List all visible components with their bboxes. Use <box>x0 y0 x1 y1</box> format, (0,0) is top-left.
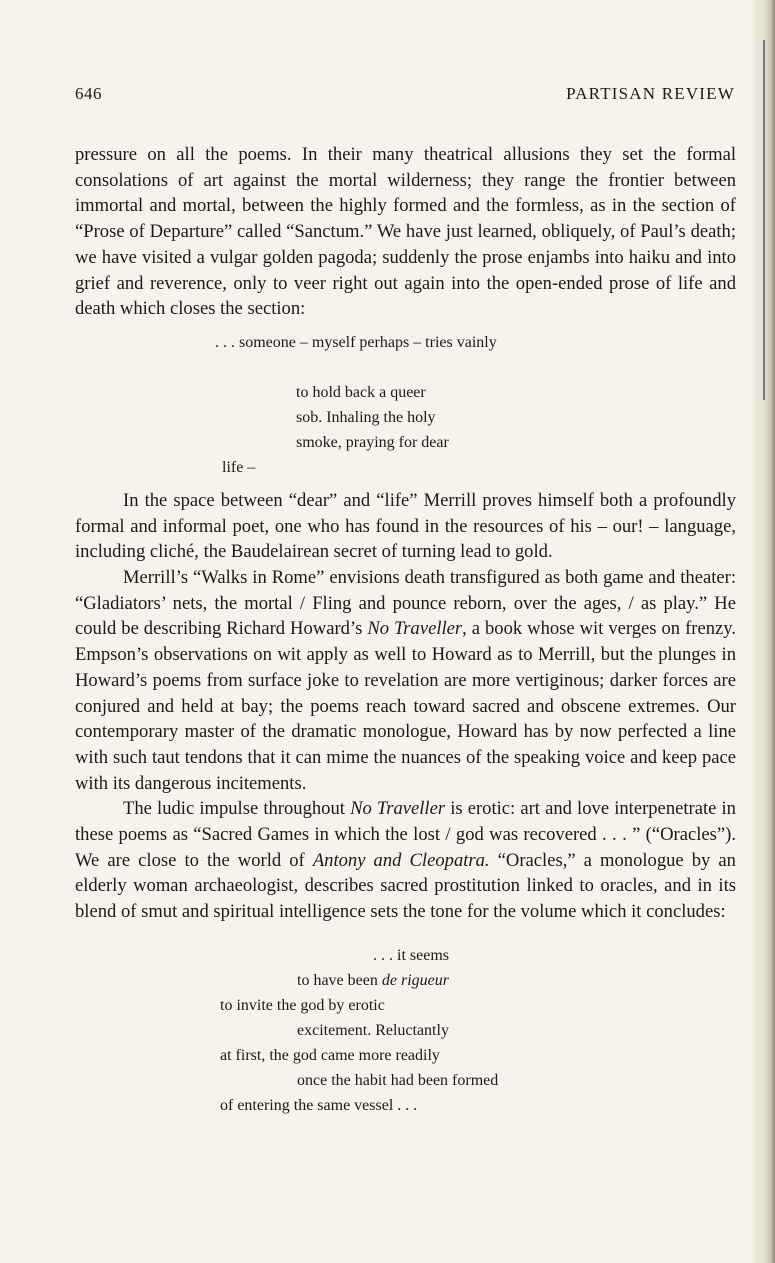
play-title: Antony and Cleopatra. <box>312 849 490 871</box>
article-body <box>75 142 736 1193</box>
para4-text-b: is erotic: art and love interpenetrate in these poems as “Sacred Games in which the lost / god was recovered . . . ” (“Oracles”). We are close to the world of <box>75 798 736 871</box>
quote-line: . . . someone – myself perhaps – tries vainly <box>215 333 497 351</box>
paragraph-2: In the space between “dear” and “life” Merrill proves himself both a profoundly formal and informal poet, one who has found in the resources of his – our! – language, including cliché, the Baudelairean secret of turning lead to gold. <box>75 489 736 563</box>
quote-line: to hold back a queer <box>296 383 426 401</box>
page-number: 646 <box>75 84 102 103</box>
para4-text-a: The ludic impulse throughout <box>123 798 351 820</box>
quote-line-text: to have been <box>297 971 382 989</box>
quotation-oracles <box>75 943 736 1193</box>
paragraph-1: pressure on all the poems. In their many theatrical allusions they set the formal consolations of art against the mortal wilderness; they range the frontier between immortal and mortal, between the highly formed and the formless, as in the section of “Prose of Departure” called “Sanctum.” We have just learned, obliquely, of Paul’s death; we have visited a vulgar golden pagoda; suddenly the prose enjambs into haiku and into grief and reverence, only to veer right out again into the open-ended prose of life and death which closes the section: <box>75 144 736 320</box>
running-head <box>75 84 735 104</box>
book-title: No Traveller <box>367 618 463 640</box>
para4-text-c: “Oracles,” a monologue by an elderly woman archaeologist, describes sacred prostitution linked to oracles, and in its blend of smut and spiritual intelligence sets the tone for the volume which it concludes: <box>75 849 736 923</box>
para3-text-b: , a book whose wit verges on frenzy. Empson’s observations on wit apply as well to Howard as to Merrill, but the plunges in Howard’s poems from surface joke to revelation are more vertiginous; darker forces are conjured and held at bay; the poems reach toward sacred and obscene extremes. Our contemporary master of the dramatic monologue, Howard has by now perfected a line with such taut tendons that it can mime the nuances of the speaking voice and keep pace with its dangerous incitements. <box>75 618 736 794</box>
paragraph-3 <box>75 565 736 796</box>
quote-line: of entering the same vessel . . . <box>220 1096 418 1114</box>
page-edge-binding-line <box>763 40 765 400</box>
para3-text-a: Merrill’s “Walks in Rome” envisions death transfigured as both game and theater: “Gladiators’ nets, the mortal / Fling and pounce reborn, over the ages, / as play.” He could be describing Richard Howard’s <box>75 567 736 640</box>
quote-line: excitement. Reluctantly <box>297 1021 449 1039</box>
quote-line: at first, the god came more readily <box>220 1046 440 1064</box>
quote-italic-phrase: de rigueur <box>381 971 449 989</box>
quote-line: . . . it seems <box>373 946 449 964</box>
quotation-sanctum <box>75 330 736 580</box>
quote-line: once the habit had been formed <box>297 1071 499 1089</box>
quote-line: sob. Inhaling the holy <box>296 408 436 426</box>
book-title: No Traveller <box>350 798 446 820</box>
paragraph-4 <box>75 796 736 925</box>
quote-line <box>297 968 449 993</box>
quote-line: to invite the god by erotic <box>220 996 385 1014</box>
journal-title: PARTISAN REVIEW <box>566 84 735 103</box>
quote-line: life – <box>222 458 256 476</box>
quote-line: smoke, praying for dear <box>296 433 449 451</box>
